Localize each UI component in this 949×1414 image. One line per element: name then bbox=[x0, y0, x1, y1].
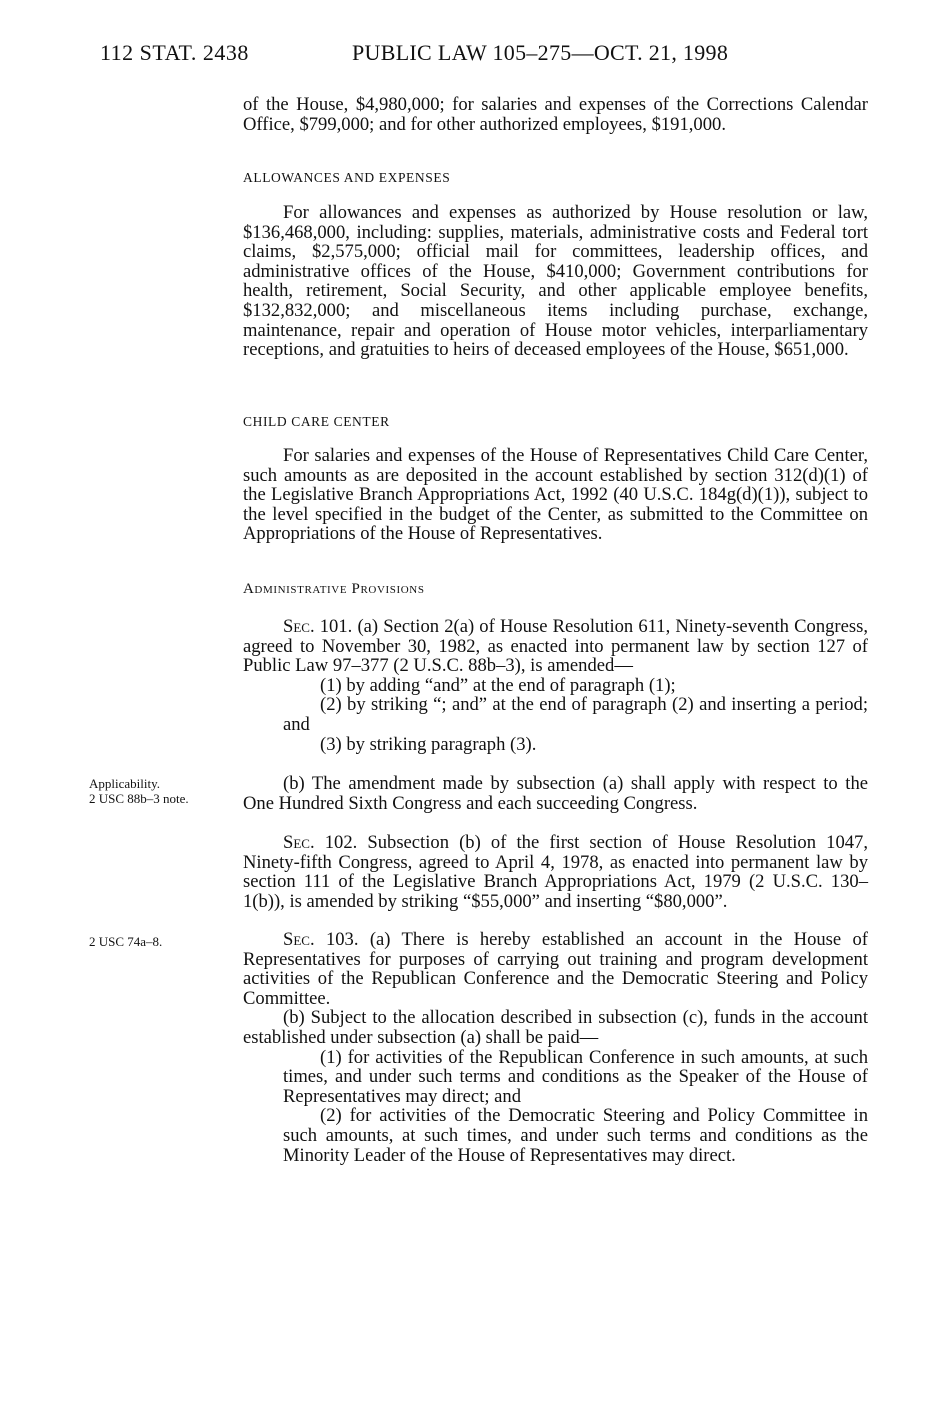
admin-provisions-heading: Administrative Provisions bbox=[243, 581, 425, 597]
sec-102-block bbox=[243, 833, 868, 911]
child-care-block bbox=[243, 446, 868, 544]
statute-page-number: 112 STAT. 2438 bbox=[100, 40, 249, 65]
sec-102-paragraph bbox=[243, 833, 868, 911]
sec-102-text: Subsection (b) of the first section of House Resolution 1047, Ninety-fifth Congress, agreed to April 4, 1978, as enacted into permanent law by section 111 of the Legislative Branch Appropriations Act, 1979 (2 U.S.C. 130–1(b)), is amended by striking “$55,000” and inserting “$80,000”. bbox=[243, 832, 868, 912]
applicability-citation: 2 USC 88b–3 note. bbox=[89, 791, 189, 806]
sec-101-item-1: (1) by adding “and” at the end of paragraph (1); bbox=[320, 674, 676, 696]
child-care-heading: CHILD CARE CENTER bbox=[243, 414, 390, 429]
child-care-heading-block bbox=[243, 412, 868, 432]
sec-101-a-paragraph bbox=[243, 617, 868, 676]
sec-103-item-1: (1) for activities of the Republican Conference in such amounts, at such times, and under such terms and conditions as the Speaker of the House of Representatives may direct; and bbox=[283, 1046, 868, 1107]
allowances-heading: ALLOWANCES AND EXPENSES bbox=[243, 170, 451, 185]
sec-101-b-paragraph: (b) The amendment made by subsection (a) shall apply with respect to the One Hundred Sixth Congress and each succeeding Congress. bbox=[243, 773, 868, 814]
intro-block bbox=[243, 95, 868, 134]
intro-paragraph: of the House, $4,980,000; for salaries and expenses of the Corrections Calendar Office, $799,000; and for other authorized employees, $191,000. bbox=[243, 94, 868, 135]
sec-103-label: Sec. 103. bbox=[283, 929, 359, 950]
sec-103-item-2: (2) for activities of the Democratic Steering and Policy Committee in such amounts, at such times, and under such terms and conditions as the Minority Leader of the House of Representatives may direct. bbox=[283, 1105, 868, 1166]
sec-103-a-paragraph bbox=[243, 930, 868, 1008]
admin-heading-block bbox=[243, 580, 868, 600]
sec-101-label: Sec. 101. bbox=[283, 616, 353, 637]
sec-101-b-block bbox=[243, 774, 868, 813]
sec-101-a-text: (a) Section 2(a) of House Resolution 611, Ninety-seventh Congress, agreed to November 30, 1982, as enacted into permanent law by section 127 of Public Law 97–377 (2 U.S.C. 88b–3), is amended— bbox=[243, 616, 868, 677]
allowances-heading-block bbox=[243, 168, 868, 188]
sec-103-a-text: (a) There is hereby established an account in the House of Representatives for purposes of carrying out training and program development activities of the Republican Conference and the Democratic Steering and Policy Committee. bbox=[243, 929, 868, 1009]
margin-note-sec-103 bbox=[89, 934, 229, 949]
sec-101-item-2: (2) by striking “; and” at the end of paragraph (2) and inserting a period; and bbox=[283, 694, 868, 735]
margin-note-applicability bbox=[89, 776, 229, 806]
sec-102-label: Sec. 102. bbox=[283, 832, 358, 853]
sec-101-item-3: (3) by striking paragraph (3). bbox=[320, 733, 537, 755]
allowances-block bbox=[243, 203, 868, 360]
sec-103-block bbox=[243, 930, 868, 1165]
child-care-paragraph: For salaries and expenses of the House of Representatives Child Care Center, such amounts as are deposited in the account established by section 312(d)(1) of the Legislative Branch Appropriations Act, 1992 (40 U.S.C. 184g(d)(1)), subject to the level specified in the budget of the Center, as submitted to the Committee on Appropriations of the House of Representatives. bbox=[243, 445, 868, 545]
applicability-label: Applicability. bbox=[89, 776, 161, 791]
sec-101-block bbox=[243, 617, 868, 754]
allowances-paragraph: For allowances and expenses as authorized by House resolution or law, $136,468,000, including: supplies, materials, administrative costs and Federal tort claims, $2,575,000; official mail for committees, leadership offices, and administrative offices of the House, $410,000; Government contributions for health, retirement, Social Security, and other applicable employee benefits, $132,832,000; and miscellaneous items including purchase, exchange, maintenance, repair and operation of House motor vehicles, interparliamentary receptions, and gratuities to heirs of deceased employees of the House, $651,000. bbox=[243, 202, 868, 361]
sec-103-b-paragraph: (b) Subject to the allocation described in subsection (c), funds in the account established under subsection (a) shall be paid— bbox=[243, 1007, 868, 1048]
sec-103-citation: 2 USC 74a–8. bbox=[89, 934, 163, 949]
public-law-title: PUBLIC LAW 105–275—OCT. 21, 1998 bbox=[352, 40, 729, 65]
